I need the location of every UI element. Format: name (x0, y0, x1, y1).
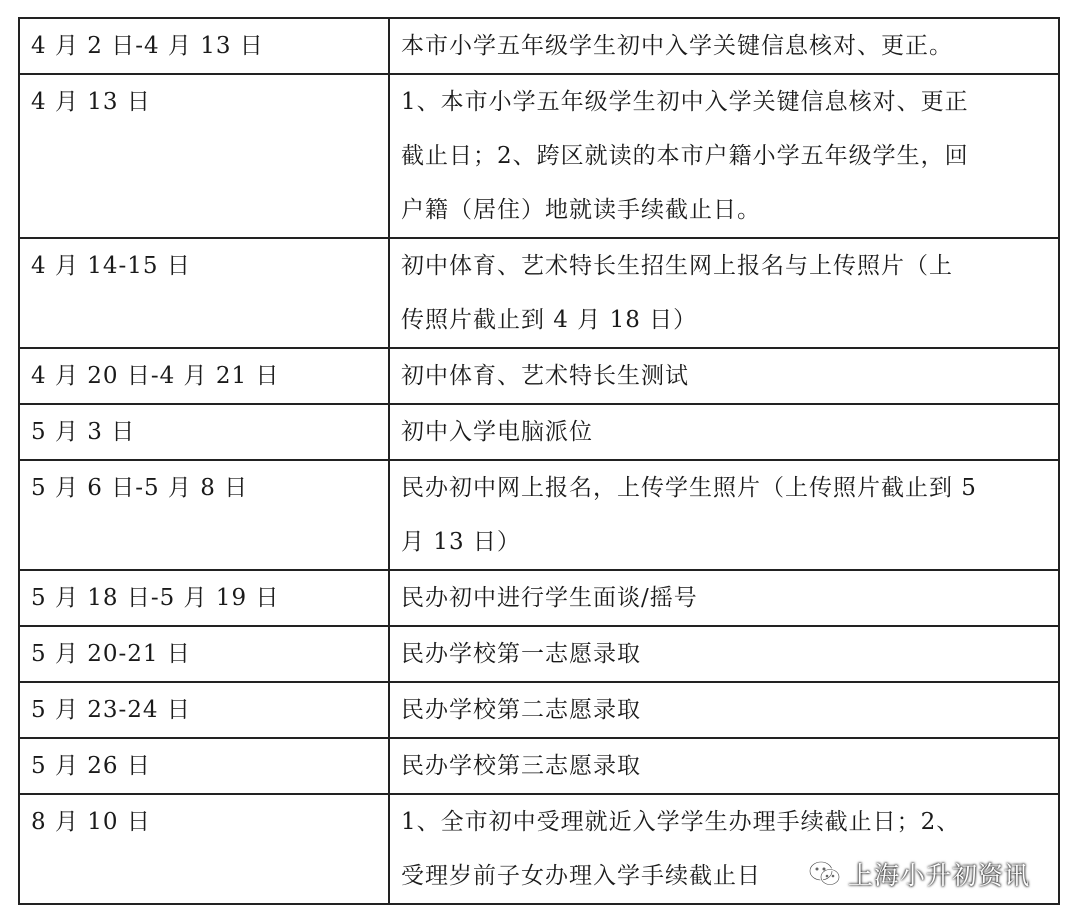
description-cell: 民办学校第三志愿录取 (389, 738, 1059, 794)
schedule-table (18, 17, 1060, 905)
description-cell (389, 238, 1059, 348)
table-row (19, 404, 1059, 460)
date-cell: 5 月 23-24 日 (19, 682, 389, 738)
table-row (19, 626, 1059, 682)
description-line: 截止日；2、跨区就读的本市户籍小学五年级学生，回 (401, 143, 969, 169)
description-cell: 本市小学五年级学生初中入学关键信息核对、更正。 (389, 18, 1059, 74)
table-row (19, 738, 1059, 794)
description-cell: 民办学校第一志愿录取 (389, 626, 1059, 682)
description-cell (389, 74, 1059, 238)
table-row (19, 570, 1059, 626)
description-cell (389, 460, 1059, 570)
description-cell: 民办学校第二志愿录取 (389, 682, 1059, 738)
table-row (19, 682, 1059, 738)
table-row (19, 18, 1059, 74)
date-cell: 4 月 2 日-4 月 13 日 (19, 18, 389, 74)
table-row (19, 74, 1059, 238)
wechat-icon (808, 860, 842, 888)
date-cell: 5 月 6 日-5 月 8 日 (19, 460, 389, 570)
date-cell: 5 月 3 日 (19, 404, 389, 460)
description-cell: 初中体育、艺术特长生测试 (389, 348, 1059, 404)
table-row (19, 238, 1059, 348)
description-line: 1、本市小学五年级学生初中入学关键信息核对、更正 (401, 89, 969, 115)
description-line: 受理岁前子女办理入学手续截止日 (401, 863, 761, 889)
date-cell: 4 月 20 日-4 月 21 日 (19, 348, 389, 404)
description-cell: 初中入学电脑派位 (389, 404, 1059, 460)
description-line: 民办初中网上报名，上传学生照片（上传照片截止到 5 (401, 475, 977, 501)
description-line: 传照片截止到 4 月 18 日） (401, 307, 698, 333)
date-cell: 5 月 18 日-5 月 19 日 (19, 570, 389, 626)
description-line: 初中体育、艺术特长生招生网上报名与上传照片（上 (401, 253, 953, 279)
description-line: 1、全市初中受理就近入学学生办理手续截止日；2、 (401, 809, 961, 835)
description-line: 户籍（居住）地就读手续截止日。 (401, 197, 761, 223)
date-cell: 4 月 14-15 日 (19, 238, 389, 348)
table-row (19, 348, 1059, 404)
table-row (19, 460, 1059, 570)
watermark-text: 上海小升初资讯 (848, 861, 1031, 890)
watermark (808, 856, 1030, 892)
date-cell: 5 月 26 日 (19, 738, 389, 794)
date-cell: 8 月 10 日 (19, 794, 389, 904)
date-cell: 4 月 13 日 (19, 74, 389, 238)
description-line: 月 13 日） (401, 529, 521, 555)
date-cell: 5 月 20-21 日 (19, 626, 389, 682)
description-cell: 民办初中进行学生面谈/摇号 (389, 570, 1059, 626)
